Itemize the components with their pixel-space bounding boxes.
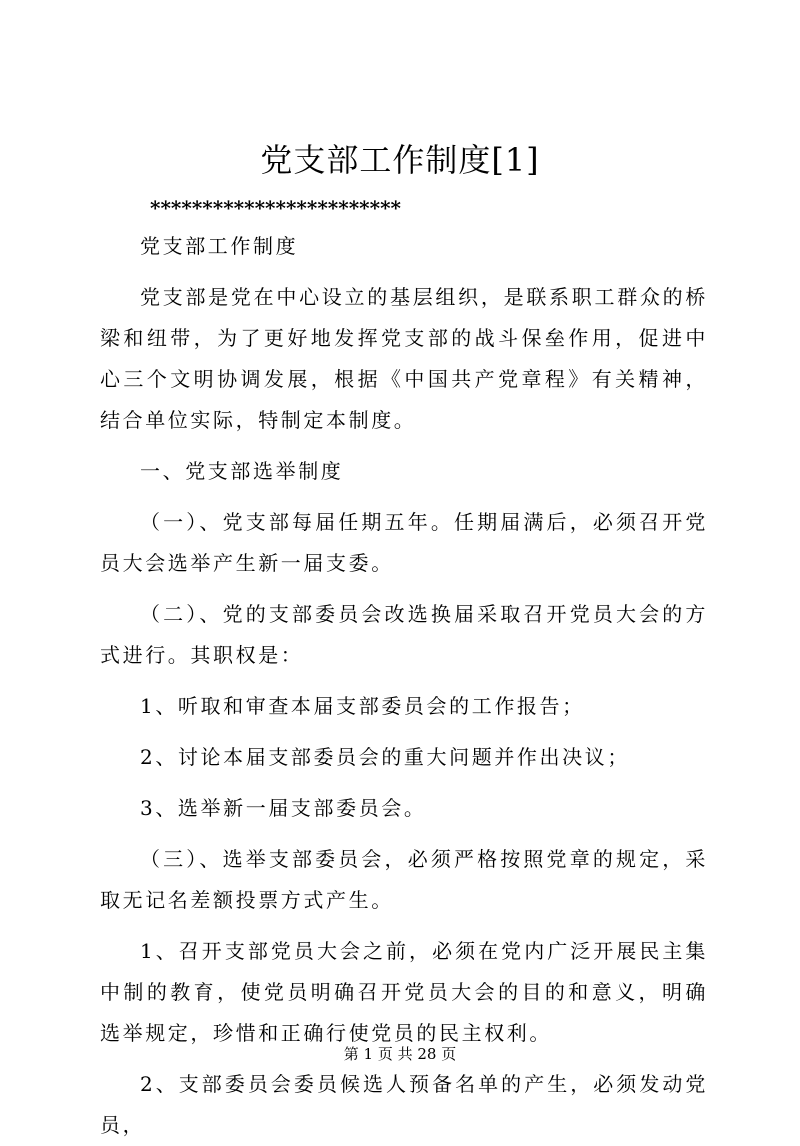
list-item: 2、支部委员会委员候选人预备名单的产生，必须发动党员， [100,1072,708,1137]
section-heading: 一、党支部选举制度 [140,459,344,483]
page-footer: 第 1 页 共 28 页 [343,1045,457,1063]
document-title: 党支部工作制度[1] [260,141,540,179]
paragraph-heading: 党支部工作制度 [140,234,299,258]
list-item: 1、召开支部党员大会之前，必须在党内广泛开展民主集中制的教育，使党员明确召开党员大会的目的和意义，明确选举规定，珍惜和正确行使党员的民主权利。 [100,939,708,1045]
separator-line: ************************ [150,196,402,220]
list-item: 3、选举新一届支部委员会。 [140,796,427,820]
document-body [100,226,708,1146]
paragraph-intro: 党支部是党在中心设立的基层组织，是联系职工群众的桥梁和纽带，为了更好地发挥党支部的战斗保垒作用，促进中心三个文明协调发展，根据《中国共产党章程》有关精神，结合单位实际，特制定本制度。 [100,285,708,432]
paragraph-item: （二）、党的支部委员会改选换届采取召开党员大会的方式进行。其职权是： [100,602,708,667]
paragraph-item: （三）、选举支部委员会，必须严格按照党章的规定，采取无记名差额投票方式产生。 [100,847,708,912]
list-item: 1、听取和审查本届支部委员会的工作报告； [140,694,585,718]
list-item: 2、讨论本届支部委员会的重大问题并作出决议； [140,745,630,769]
paragraph-item: （一）、党支部每届任期五年。任期届满后，必须召开党员大会选举产生新一届支委。 [100,510,708,575]
